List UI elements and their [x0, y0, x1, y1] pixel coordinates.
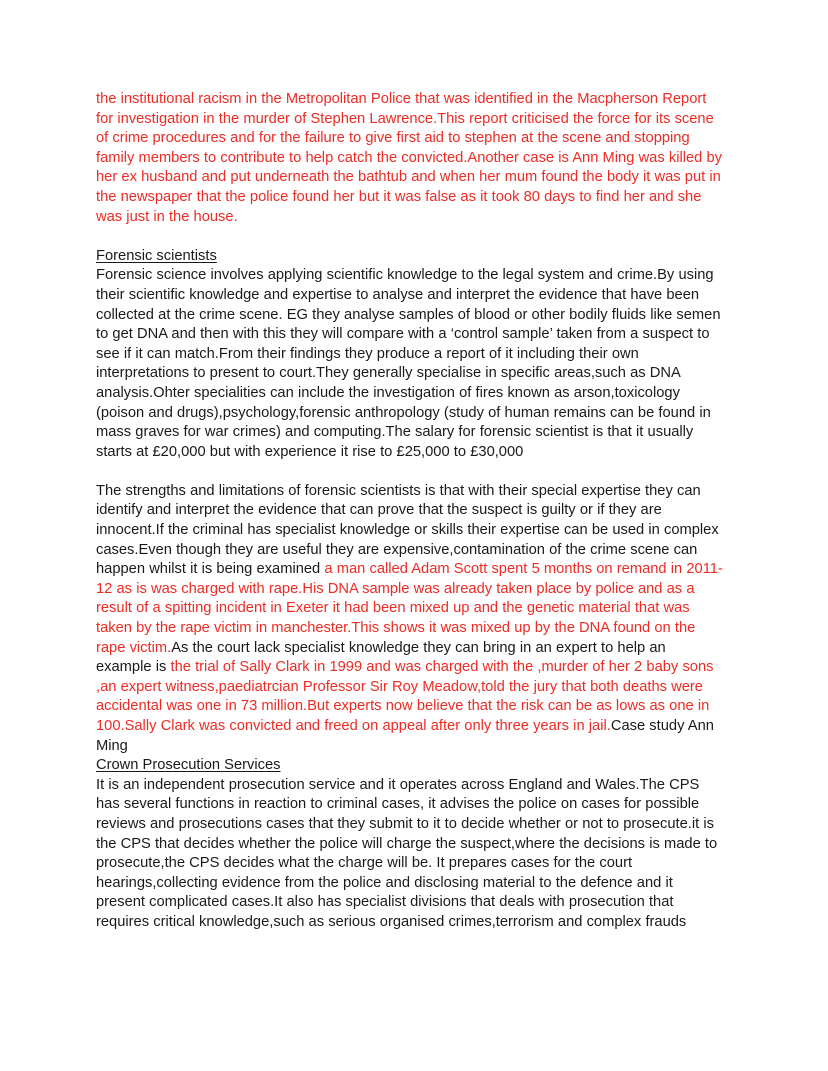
heading-crown-prosecution-services [96, 756, 724, 776]
strengths-run-black-1: The strengths and limitations of forensic scientists is that with their special expertise they can identify and interpret the evidence that can prove that the suspect is guilty or if they are innocent.If the criminal has specialist knowledge or skills their expertise can be used in complex cases.Even though they are useful they are expensive,contamination of the crime scene can happen whilst it is being examined [96, 482, 719, 578]
heading-forensic-scientists [96, 247, 724, 267]
heading-crown-prosecution-services-label: Crown Prosecution Services [96, 757, 281, 774]
document-content [96, 90, 724, 933]
strengths-run-red-sally-clark: the trial of Sally Clark in 1999 and was charged with the ,murder of her 2 baby sons ,an expert witness,paediatrcian Professor Sir Roy Meadow,told the jury that both deaths were accidental was one in 73 million.But experts now believe that the risk can be as lows as one in 100.Sally Clark was convicted and freed on appeal after only three years in jail. [96, 659, 714, 734]
strengths-limitations-paragraph [96, 482, 724, 756]
strengths-run-red-adam-scott: a man called Adam Scott spent 5 months on remand in 2011-12 as is was charged with rape.His DNA sample was already taken place by police and as a result of a spitting incident in Exeter it had been mixed up and the genetic material that was taken by the rape victim in manchester.This shows it was mixed up by the DNA found on the rape victim. [96, 561, 723, 656]
cps-paragraph: It is an independent prosecution service and it operates across England and Wales.The CPS has several functions in reaction to criminal cases, it advises the police on cases for possible reviews and prosecutions cases that they submit to it to decide whether or not to prosecute.it is the CPS that decides whether the police will charge the suspect,where the decisions is made to prosecute,the CPS decides what the charge will be. It prepares cases for the court hearings,collecting evidence from the police and disclosing material to the defence and it present complicated cases.It also has specialist divisions that deals with prosecution that requires critical knowledge,such as serious organised crimes,terrorism and complex frauds [96, 776, 718, 930]
strengths-run-black-3: Case study Ann Ming [96, 718, 714, 754]
strengths-run-black-2: As the court lack specialist knowledge they can bring in an expert to help an example is [96, 639, 666, 676]
forensic-science-paragraph: Forensic science involves applying scientific knowledge to the legal system and crime.By using their scientific knowledge and expertise to analyse and interpret the evidence that have been collected at the crime scene. EG they analyse samples of blood or other bodily fluids like semen to get DNA and then with this they will compare with a ‘control sample’ taken from a suspect to see if it can match.From their findings they produce a report of it including their own interpretations to present to court.They generally specialise in specific areas,such as DNA analysis.Ohter specialities can include the investigation of fires known as arson,toxicology (poison and drugs),psychology,forensic anthropology (study of human remains can be found in mass graves for war crimes) and computing.The salary for forensic scientist is that it usually starts at £20,000 but with experience it rise to £25,000 to £30,000 [96, 267, 721, 460]
paragraph-spacer [96, 227, 724, 247]
heading-forensic-scientists-label: Forensic scientists [96, 247, 217, 264]
intro-red-paragraph: the institutional racism in the Metropolitan Police that was identified in the Macpherson Report for investigation in the murder of Stephen Lawrence.This report criticised the force for its scene of crime procedures and for the failure to give first aid to stephen at the scene and stopping family members to contribute to help catch the convicted.Another case is Ann Ming was killed by her ex husband and put underneath the bathtub and when her mum found the body it was put in the newspaper that the police found her but it was false as it took 80 days to find her and she was just in the house. [96, 91, 723, 225]
paragraph-spacer [96, 462, 724, 482]
